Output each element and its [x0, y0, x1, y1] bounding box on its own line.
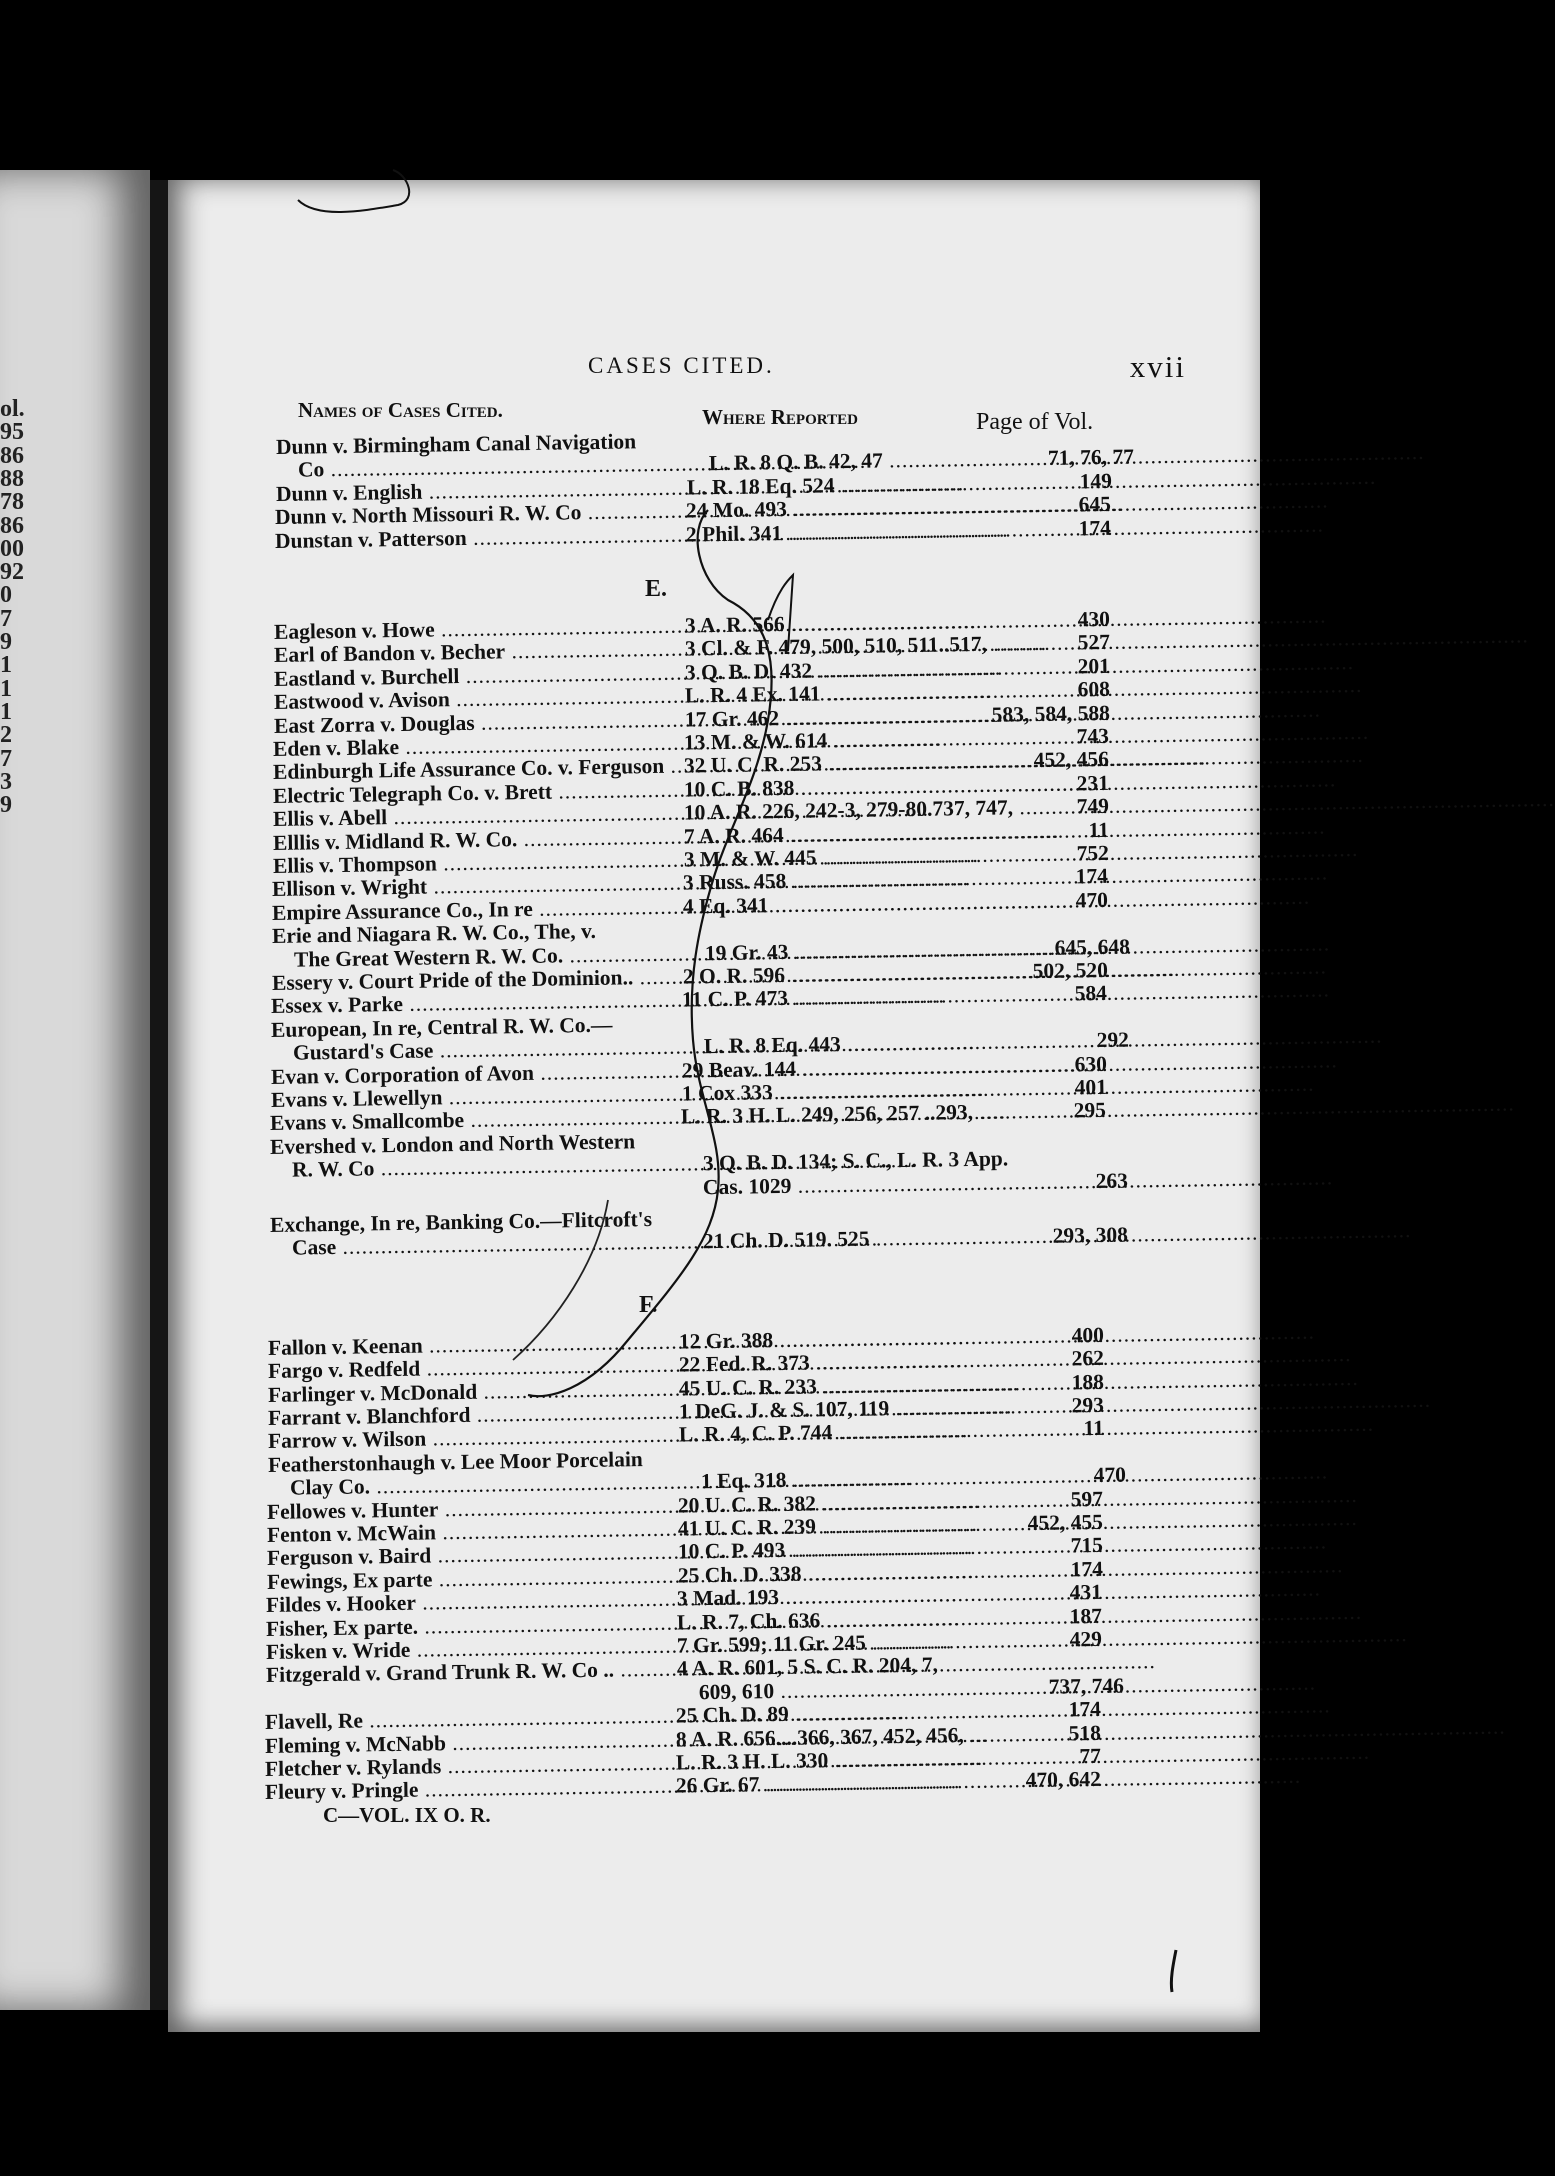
case-name: Evans v. Smallcombe .....: [270, 1105, 681, 1135]
case-name: Fletcher v. Rylands .....: [265, 1751, 676, 1781]
case-name: Eastwood v. Avison .....: [274, 684, 685, 714]
page-of-vol: 429: [1069, 1626, 1103, 1652]
case-name: Evershed v. London and North Western: [269, 1129, 636, 1159]
case-name: Farrant v. Blanchford .....: [268, 1400, 679, 1430]
left-page-fragment: 1: [0, 652, 12, 679]
page-of-vol: 431: [1069, 1580, 1103, 1605]
where-reported: 19 Gr. 43 .....: [705, 936, 990, 964]
case-name: Exchange, In re, Banking Co.—Flitcroft's: [269, 1207, 653, 1237]
left-page-fragment: 3: [0, 768, 12, 795]
page-of-vol: 201: [1077, 653, 1111, 679]
where-reported: 3 Q. B. D. 432 .....: [685, 656, 970, 684]
where-reported: 3 Russ. 458 .....: [683, 866, 968, 894]
where-reported: L. R. 7, Ch. 636 .....: [677, 1606, 962, 1634]
case-name: Ellis v. Thompson .....: [273, 848, 684, 878]
where-reported: 1 DeG. J. & S. 107, 119 .....: [679, 1395, 964, 1423]
case-name-cont: Case .....: [270, 1230, 703, 1261]
page-of-vol: 502, 520: [1032, 957, 1109, 984]
page-of-vol: 584: [1074, 981, 1108, 1006]
case-name: Ellis v. Abell .....: [273, 801, 684, 831]
page-of-vol: 11: [1088, 817, 1110, 842]
case-name: Essex v. Parke .....: [271, 988, 682, 1018]
page-of-vol: 174: [1078, 515, 1112, 540]
left-page-fragment: 92: [0, 559, 24, 586]
where-reported: 1 Cox 333 .....: [682, 1077, 967, 1105]
where-reported: 7 A. R. 464 .....: [684, 820, 969, 848]
running-title: CASES CITED.: [588, 353, 775, 378]
left-page-fragment: 00: [0, 535, 24, 562]
where-reported: 25 Ch. D. 89 .....: [676, 1699, 961, 1727]
where-reported: 3 A. R. 566 .....: [685, 609, 970, 637]
left-page-fragment: 9: [0, 792, 12, 819]
case-name: East Zorra v. Douglas .....: [274, 707, 685, 737]
section-letter: E.: [645, 576, 668, 602]
where-reported: L. R. 8 Eq. 443 .....: [704, 1030, 989, 1058]
page-number: xvii: [1129, 349, 1186, 384]
case-name: Fitzgerald v. Grand Trunk R. W. Co .. .....: [266, 1657, 677, 1687]
page-of-vol: 452, 456: [1033, 747, 1110, 773]
case-name: Fellowes v. Hunter .....: [267, 1493, 678, 1523]
left-page-fragment: 1: [0, 675, 12, 702]
page-of-vol: 263: [1095, 1168, 1129, 1193]
left-page-fragment: 86: [0, 512, 24, 539]
case-name: Eagleson v. Howe .....: [274, 614, 685, 644]
where-reported: 45 U. C. R. 233 .....: [679, 1372, 964, 1400]
page-of-vol: 597: [1070, 1486, 1104, 1511]
page-of-vol: 470: [1075, 887, 1109, 913]
case-name: Dunstan v. Patterson .....: [275, 522, 686, 552]
page-of-vol: 630: [1074, 1051, 1108, 1076]
column-header-names: Names of Cases Cited.: [298, 398, 503, 422]
page-of-vol: 608: [1077, 677, 1111, 702]
where-reported-cont: 609, 610 .....: [677, 1676, 984, 1705]
page-of-vol: 262: [1071, 1346, 1105, 1371]
page-of-vol: 11: [1083, 1416, 1105, 1441]
page-of-vol: 752: [1076, 840, 1110, 866]
left-page-fragment: ol.: [0, 396, 25, 422]
case-name: Fewings, Ex parte .....: [267, 1563, 678, 1593]
page-of-vol: 149: [1079, 468, 1113, 494]
case-name: Edinburgh Life Assurance Co. v. Ferguson .....: [273, 754, 684, 784]
where-reported: 2 Phil. 341 .....: [686, 518, 971, 546]
case-name: Evans v. Llewellyn .....: [271, 1082, 682, 1112]
case-name: Dunn v. Birmingham Canal Navigation: [275, 429, 637, 459]
where-reported: 1 Eq. 318 .....: [701, 1465, 986, 1493]
where-reported: 3 Cl. & F. 479, 500, 510, 511..517, .....: [685, 632, 970, 660]
case-name: Elllis v. Midland R. W. Co. .....: [273, 824, 684, 854]
page-of-vol: 527: [1077, 630, 1111, 655]
case-name-cont: Clay Co. .....: [268, 1469, 701, 1500]
case-name: Earl of Bandon v. Becher .....: [274, 637, 685, 667]
case-name: Fleming v. McNabb .....: [265, 1727, 676, 1757]
left-page-fragment: 86: [0, 442, 24, 469]
case-name: European, In re, Central R. W. Co.—: [270, 1012, 613, 1042]
where-reported: 3 Q. B. D. 134; S. C., L. R. 3 App.: [702, 1146, 1009, 1176]
page-of-vol: 231: [1076, 770, 1110, 796]
where-reported: 32 U. C. R. 253 .....: [684, 749, 969, 777]
page-of-vol: 174: [1068, 1697, 1102, 1722]
where-reported: 12 Gr. 388 .....: [679, 1325, 964, 1353]
where-reported: L. R. 3 H. L. 249, 256, 257 ..293, .....: [681, 1100, 966, 1128]
left-page-fragment: 1: [0, 698, 12, 725]
case-name: Empire Assurance Co., In re .....: [272, 894, 683, 924]
case-name: Flavell, Re .....: [265, 1704, 676, 1734]
case-name: Ferguson v. Baird .....: [267, 1540, 678, 1570]
page-of-vol: 77: [1079, 1743, 1102, 1769]
page-of-vol: 292: [1096, 1027, 1130, 1053]
case-name: Fildes v. Hooker .....: [266, 1587, 677, 1617]
left-page-fragment: 7: [0, 605, 12, 632]
where-reported: L. R. 18 Eq. 524 .....: [687, 471, 972, 499]
page-of-vol: 293: [1071, 1392, 1105, 1418]
case-name: Fargo v. Redfeld .....: [268, 1353, 679, 1383]
where-reported: 7 Gr. 599; 11 Gr. 245 .....: [677, 1629, 962, 1657]
where-reported: 4 Eq. 341 .....: [683, 890, 968, 918]
where-reported: 20 U. C. R. 382 .....: [678, 1489, 963, 1517]
page-of-vol: 470: [1093, 1462, 1127, 1488]
where-reported: 11 C. P. 473 .....: [682, 983, 967, 1011]
case-name: Featherstonhaugh v. Lee Moor Porcelain: [267, 1446, 643, 1477]
where-reported: 10 C. B. 838 .....: [684, 773, 969, 801]
page-of-vol: 71, 76, 77: [1047, 444, 1135, 471]
where-reported: 3 M. & W. 445 .....: [684, 843, 969, 871]
case-name: Erie and Niagara R. W. Co., The, v.: [271, 919, 597, 949]
page-of-vol: 645: [1078, 492, 1112, 517]
left-facing-page: [0, 170, 150, 2010]
page-of-vol: 401: [1074, 1074, 1108, 1100]
case-name: Farlinger v. McDonald .....: [268, 1376, 679, 1406]
case-name-cont: The Great Western R. W. Co. .....: [272, 941, 705, 972]
where-reported: 26 Gr. 67 .....: [676, 1769, 961, 1797]
case-name: Eastland v. Burchell .....: [274, 660, 685, 690]
where-reported: 10 C. P. 493 .....: [678, 1535, 963, 1563]
column-header-page: Page of Vol.: [976, 409, 1094, 435]
case-name: Fleury v. Pringle .....: [265, 1774, 676, 1804]
case-name: Fisher, Ex parte. .....: [266, 1610, 677, 1640]
case-name-cont: Co .....: [276, 452, 709, 483]
case-name: Farrow v. Wilson .....: [268, 1423, 679, 1453]
page-of-vol: 174: [1075, 864, 1109, 889]
where-reported: 10 A. R. 226, 242-3, 279-80.737, 747, .....: [684, 796, 969, 824]
left-page-fragment: 9: [0, 629, 12, 655]
page-of-vol: 188: [1071, 1369, 1105, 1394]
where-reported-cont: Cas. 1029 .....: [681, 1170, 988, 1199]
case-name: Evan v. Corporation of Avon .....: [271, 1058, 682, 1088]
where-reported: 22 Fed. R. 373 .....: [679, 1348, 964, 1376]
left-page-fragment: 2: [0, 722, 12, 749]
where-reported: 3 Mad. 193 .....: [677, 1582, 962, 1610]
case-name: Dunn v. English .....: [276, 475, 687, 505]
page-of-vol: 187: [1069, 1603, 1103, 1628]
left-page-fragment: 88: [0, 465, 24, 492]
page-header: [168, 343, 1260, 383]
case-name: Essery v. Court Pride of the Dominion.. .....: [272, 965, 683, 995]
page-of-vol: 737, 746: [1048, 1673, 1125, 1699]
where-reported: 13 M. & W. 614 .....: [684, 726, 969, 754]
case-name: Fallon v. Keenan .....: [268, 1329, 679, 1359]
page-footer: C—VOL. IX O. R.: [323, 1803, 491, 1827]
where-reported: L. R. 3 H. L. 330 .....: [676, 1746, 961, 1774]
case-name: Ellison v. Wright .....: [272, 871, 683, 901]
where-reported: 25 Ch. D. 338 .....: [678, 1559, 963, 1587]
page-of-vol: 715: [1070, 1533, 1104, 1558]
where-reported: L. R. 4, C. P. 744 .....: [679, 1418, 964, 1446]
section-letter: F.: [639, 1291, 658, 1318]
book-page: [168, 180, 1260, 2032]
page-of-vol: 470, 642: [1025, 1767, 1102, 1793]
case-name: Electric Telegraph Co. v. Brett .....: [273, 777, 684, 807]
page-of-vol: 295: [1073, 1098, 1107, 1123]
page-of-vol: 743: [1076, 723, 1110, 749]
spacer: [270, 1194, 681, 1200]
where-reported: 17 Gr. 462 .....: [685, 703, 970, 731]
left-page-fragment: 0: [0, 582, 12, 609]
where-reported: 8 A. R. 656....366, 367, 452, 456, .....: [676, 1723, 961, 1751]
where-reported: 24 Mo. 493 .....: [686, 494, 971, 522]
page-of-vol: 400: [1071, 1322, 1105, 1348]
case-name: Dunn v. North Missouri R. W. Co .....: [275, 499, 686, 529]
where-reported: L. R. 4 Ex. 141 .....: [685, 679, 970, 707]
case-name-cont: R. W. Co .....: [270, 1151, 703, 1182]
column-header-where: Where Reported: [702, 405, 858, 429]
page-of-vol: 452, 455: [1027, 1509, 1104, 1536]
page-of-vol: 749: [1076, 794, 1110, 819]
page-of-vol: 293, 308: [1052, 1222, 1129, 1249]
where-reported: 2 O. R. 596 .....: [683, 960, 968, 988]
page-of-vol: 583, 584, 588: [991, 700, 1111, 727]
case-name-cont: Gustard's Case .....: [271, 1034, 704, 1065]
page-of-vol: 645, 648: [1054, 934, 1131, 960]
where-reported: L. R. 8 Q. B. 42, 47 .....: [709, 447, 994, 475]
where-reported: 4 A. R. 601, 5 S. C. R. 204, 7,: [676, 1652, 939, 1681]
page-of-vol: 518: [1068, 1720, 1102, 1745]
case-name: Fisken v. Wride .....: [266, 1634, 677, 1664]
page-of-vol: 174: [1070, 1556, 1104, 1582]
case-name: Fenton v. McWain .....: [267, 1517, 678, 1547]
where-reported: 29 Beav. 144 .....: [682, 1054, 967, 1082]
where-reported: 21 Ch. D. 519. 525 .....: [703, 1225, 988, 1253]
where-reported: 41 U. C. R. 239 .....: [678, 1512, 963, 1540]
case-name: Eden v. Blake .....: [273, 731, 684, 761]
page-of-vol: 430: [1077, 606, 1111, 632]
left-page-fragment: 78: [0, 489, 24, 516]
left-page-fragment: 7: [0, 745, 12, 772]
left-page-fragment: 95: [0, 419, 24, 446]
